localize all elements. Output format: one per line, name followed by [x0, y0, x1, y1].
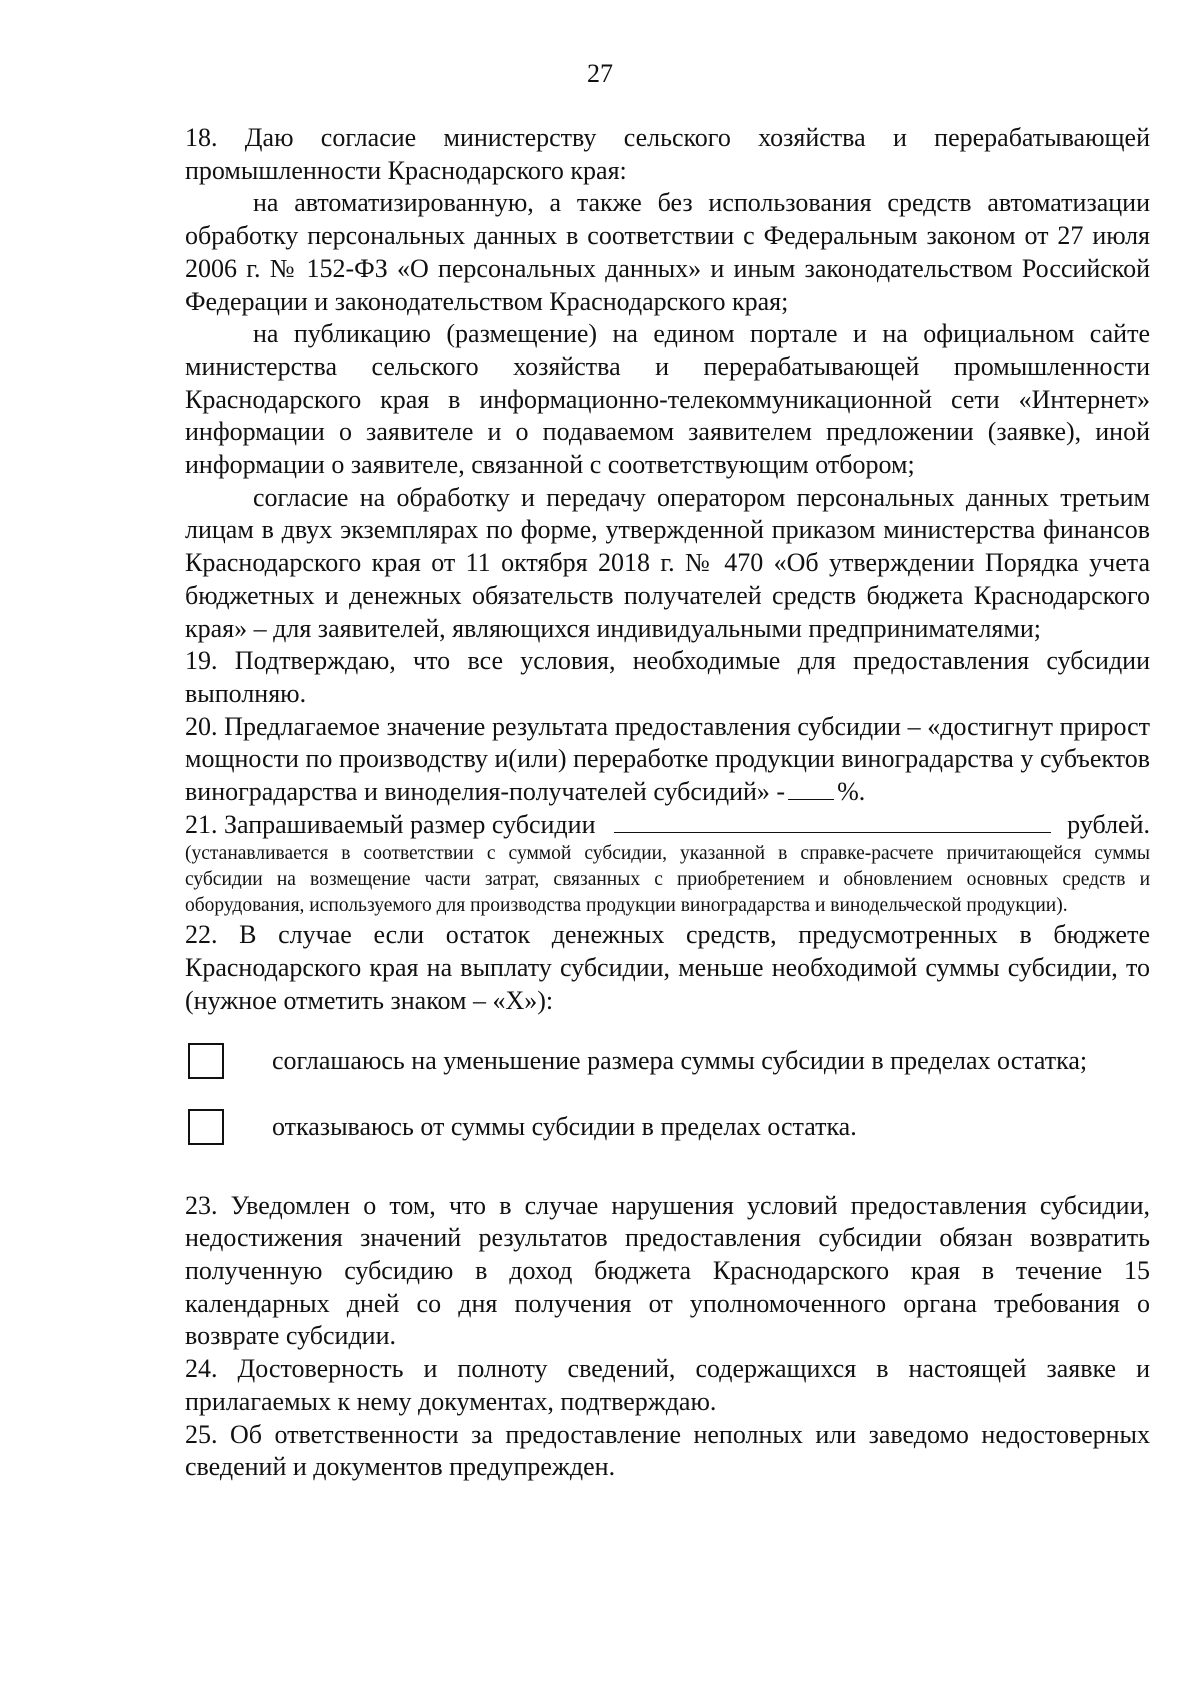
paragraph-18-item-publication: на публикацию (размещение) на едином портале и на официальном сайте министерства сельского хозяйства и перерабатывающей промышленности Краснодарского края в информационно-телекоммуникационной сети «Интернет» информации о заявителе и о подаваемом заявителем предложении (заявке), иной информации о заявителе, связанной с соответствующим отбором; — [185, 319, 1150, 480]
paragraph-21 — [185, 809, 1150, 842]
paragraph-24: 24. Достоверность и полноту сведений, содержащихся в настоящей заявке и прилагаемых к нему документах, подтверждаю. — [185, 1354, 1150, 1416]
paragraph-18-intro: 18. Даю согласие министерству сельского хозяйства и перерабатывающей промышленности Краснодарского края: — [185, 123, 1150, 185]
page-number: 27 — [587, 59, 613, 88]
paragraph-25: 25. Об ответственности за предоставление неполных или заведомо недостоверных сведений и документов предупрежден. — [185, 1419, 1150, 1482]
option-agree-reduction[interactable] — [185, 1028, 1150, 1094]
option-agree-reduction-label: соглашаюсь на уменьшение размера суммы субсидии в пределах остатка; — [272, 1045, 1088, 1075]
closing-paragraphs — [185, 1190, 1150, 1484]
paragraph-22: 22. В случае если остаток денежных средств, предусмотренных в бюджете Краснодарского края на выплату субсидии, меньше необходимой суммы субсидии, то (нужное отметить знаком – «Х»): — [185, 920, 1150, 1015]
subsidy-options — [185, 1028, 1150, 1160]
document-body — [185, 122, 1150, 1484]
paragraph-21-unit: рублей. — [1067, 809, 1150, 839]
paragraph-21-label: 21. Запрашиваемый размер субсидии — [185, 809, 596, 839]
paragraph-23: 23. Уведомлен о том, что в случае нарушения условий предоставления субсидии, недостижения значений результатов предоставления субсидии обязан возвратить полученную субсидию в доход бюджета Краснодарского края в течение 15 календарных дней со дня получения от уполномоченного органа требования о возврате субсидии. — [185, 1190, 1150, 1351]
paragraph-18-item-third-party-consent: согласие на обработку и передачу оператором персональных данных третьим лицам в двух экземплярах по форме, утвержденной приказом министерства финансов Краснодарского края от 11 октября 2018 г. № 470 «Об утверждении Порядка учета бюджетных и денежных обязательств получателей средств бюджета Краснодарского края» – для заявителей, являющихся индивидуальными предпринимателями; — [185, 482, 1150, 643]
result-percent-field[interactable] — [788, 777, 834, 800]
paragraph-21-note: (устанавливается в соответствии с суммой субсидии, указанной в справке-расчете причитающейся суммы субсидии на возмещение части затрат, связанных с приобретением и обновлением основных средств и оборудования, используемого для производства продукции виноградарства и винодельческой продукции). — [185, 843, 1150, 917]
checkbox-refuse[interactable] — [188, 1109, 224, 1145]
paragraph-19: 19. Подтверждаю, что все условия, необходимые для предоставления субсидии выполняю. — [185, 646, 1150, 708]
paragraph-18-item-automated-processing: на автоматизированную, а также без использования средств автоматизации обработку персональных данных в соответствии с Федеральным законом от 27 июля 2006 г. № 152-ФЗ «О персональных данных» и иным законодательством Российской Федерации и законодательством Краснодарского края; — [185, 188, 1150, 316]
paragraph-20 — [185, 711, 1150, 809]
paragraph-20-text: 20. Предлагаемое значение результата предоставления субсидии – «достигнут прирост мощности по производству и(или) переработке продукции виноградарства у субъектов виноградарства и виноделия-получателей субсидий» - — [185, 711, 1150, 807]
checkbox-agree-reduction[interactable] — [188, 1043, 224, 1079]
option-refuse[interactable] — [185, 1094, 1150, 1160]
subsidy-amount-field[interactable] — [614, 810, 1052, 833]
paragraph-20-unit: %. — [837, 777, 866, 807]
option-refuse-label: отказываюсь от суммы субсидии в пределах остатка. — [272, 1111, 857, 1141]
